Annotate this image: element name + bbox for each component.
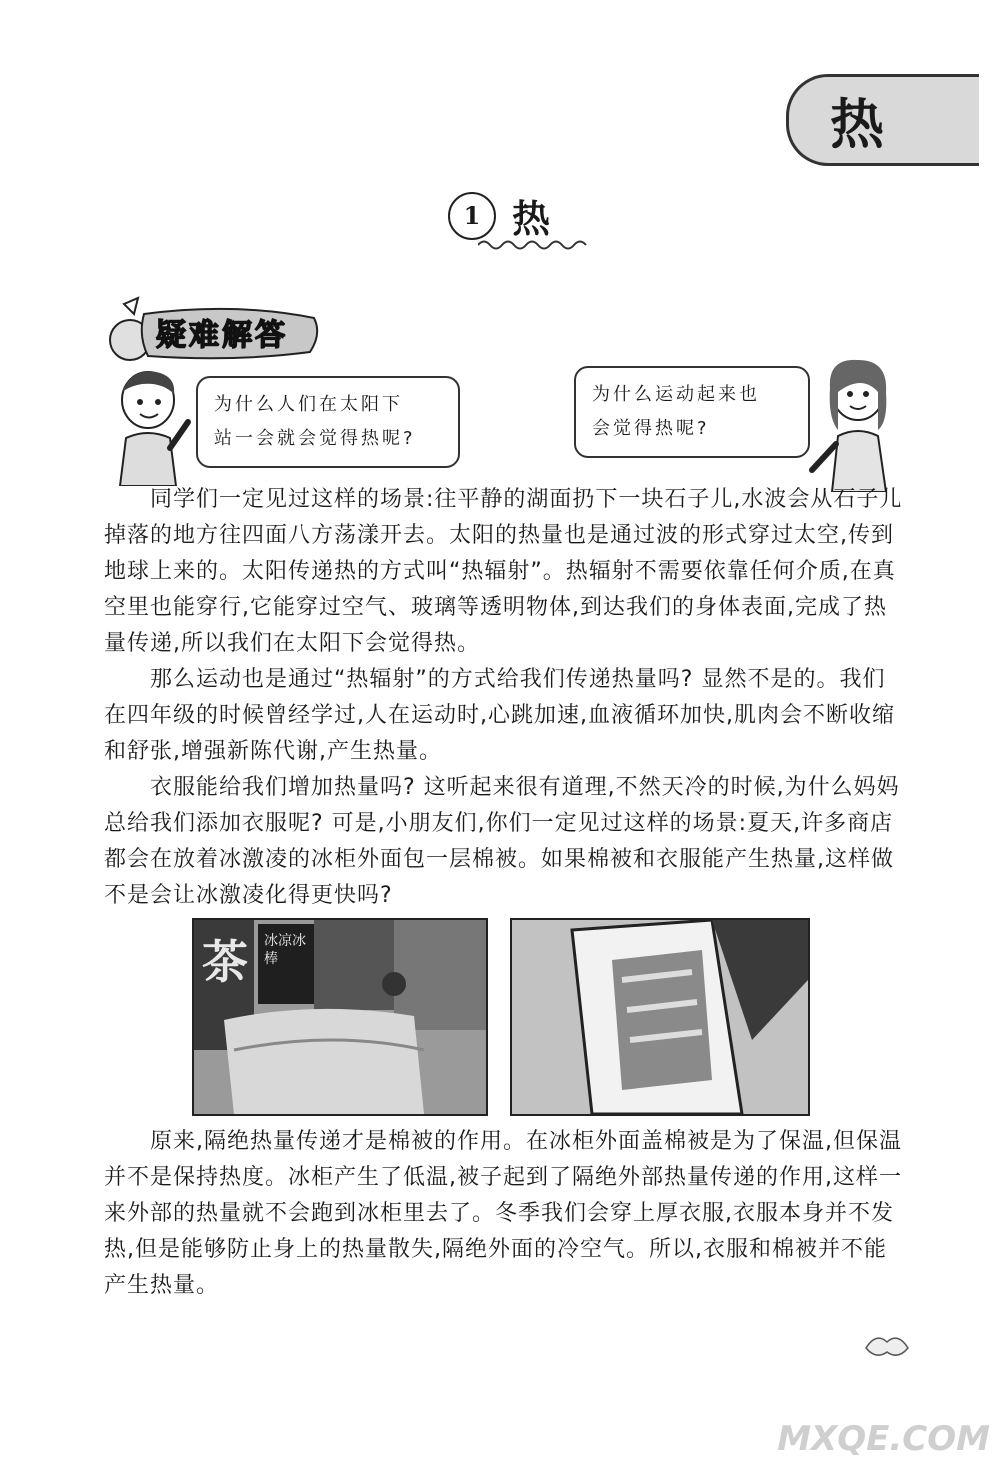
photo-ice-cream-stall [192,918,488,1116]
bubble-right-line-1: 为什么运动起来也 [592,384,760,405]
paragraph-2: 那么运动也是通过“热辐射”的方式给我们传递热量吗? 显然不是的。我们在四年级的时候曾经学过,人在运动时,心跳加速,血液循环加快,肌肉会不断收缩和舒张,增强新陈代谢,产生热量。 [104,667,895,764]
photo-sign-big: 茶 [202,935,248,989]
qa-banner [104,296,324,366]
question-bubble-left [196,376,460,468]
boy-character-icon [104,366,194,486]
section-title-text: 热 [512,197,551,241]
girl-character-icon [806,352,906,492]
wave-decoration-icon [478,238,588,252]
photo-sign-small: 冰凉冰棒 [264,933,306,967]
body-text-bottom [104,1124,904,1304]
body-text-top [104,482,904,914]
watermark: MXQE.COM [777,1419,990,1459]
paragraph-1: 同学们一定见过这样的场景:往平静的湖面扔下一块石子儿,水波会从石子儿掉落的地方往四面八方荡漾开去。太阳的热量也是通过波的形式穿过太空,传到地球上来的。太阳传递热的方式叫“热辐射”。热辐射不需要依靠任何介质,在真空里也能穿行,它能穿过空气、玻璃等透明物体,到达我们的身体表面,完成了热量传递,所以我们在太阳下会觉得热。 [104,487,903,656]
paragraph-3: 衣服能给我们增加热量吗? 这听起来很有道理,不然天冷的时候,为什么妈妈总给我们添加衣服呢? 可是,小朋友们,你们一定见过这样的场景:夏天,许多商店都会在放着冰激凌的冰柜外面包一层棉被。如果棉被和衣服能产生热量,这样做不是会让冰激凌化得更快吗? [104,775,900,908]
paragraph-4: 原来,隔绝热量传递才是棉被的作用。在冰柜外面盖棉被是为了保温,但保温并不是保持热度。冰柜产生了低温,被子起到了隔绝外部热量传递的作用,这样一来外部的热量就不会跑到冰柜里去了。冬季我们会穿上厚衣服,衣服本身并不发热,但是能够防止身上的热量散失,隔绝外面的冷空气。所以,衣服和棉被并不能产生热量。 [104,1129,902,1298]
question-bubble-right [574,366,810,458]
photo-freezer-interior [510,918,810,1116]
banner-title: 疑难解答 [156,318,288,353]
section-title [448,188,588,248]
section-number: 1 [448,192,496,240]
page-ornament-icon [862,1328,912,1362]
bubble-left-line-1: 为什么人们在太阳下 [214,394,403,415]
bubble-left-line-2: 站一会就会觉得热呢? [214,428,416,449]
chapter-tab-label: 热 [830,93,886,156]
bubble-right-line-2: 会觉得热呢? [592,418,710,439]
